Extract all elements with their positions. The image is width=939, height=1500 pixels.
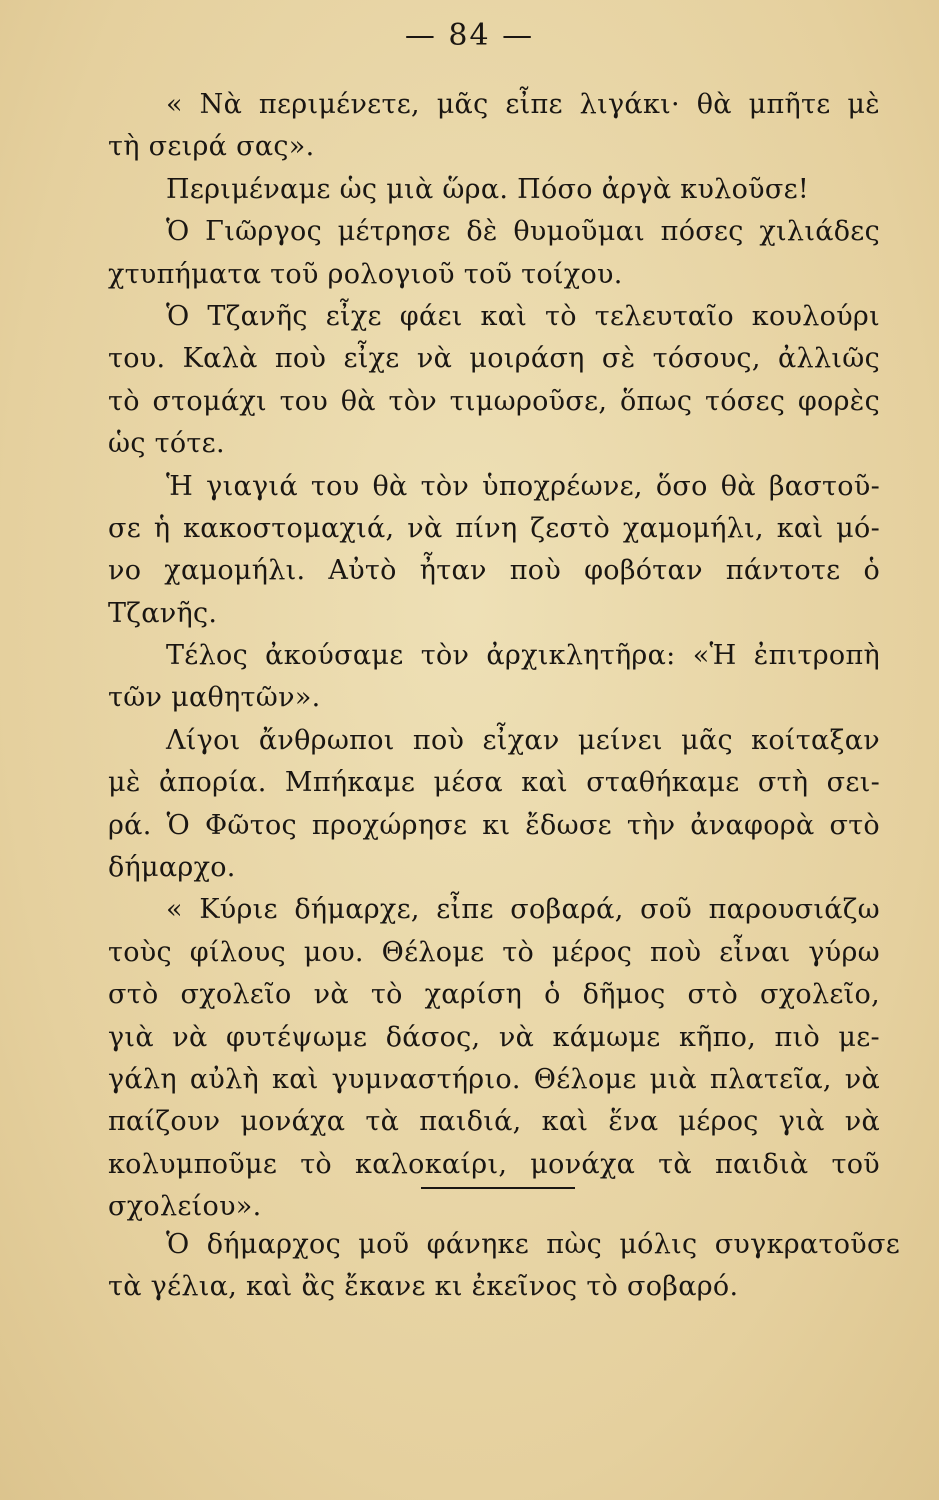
- text-line: Ὁ Γιῶργος μέτρησε δὲ θυμοῦμαι πόσες χιλιάδες: [166, 216, 880, 248]
- text-line: τὸ στομάχι του θὰ τὸν τιμωροῦσε, ὅπως τόσες φορὲς: [108, 385, 880, 417]
- text-line: δήμαρχο.: [108, 852, 236, 884]
- text-line: σε ἡ κακοστομαχιά, νὰ πίνη ζεστὸ χαμομήλι, καὶ μό-: [108, 512, 880, 544]
- text-line: Λίγοι ἄνθρωποι ποὺ εἶχαν μείνει μᾶς κοίταξαν: [166, 724, 880, 756]
- text-line: « Κύριε δήμαρχε, εἶπε σοβαρά, σοῦ παρουσιάζω: [166, 894, 880, 926]
- text-line: στὸ σχολεῖο νὰ τὸ χαρίση ὁ δῆμος στὸ σχολεῖο,: [108, 979, 880, 1011]
- text-line: τοὺς φίλους μου. Θέλομε τὸ μέρος ποὺ εἶναι γύρω: [108, 936, 880, 968]
- text-line: τῶν μαθητῶν».: [108, 682, 321, 714]
- text-line: χτυπήματα τοῦ ρολογιοῦ τοῦ τοίχου.: [108, 258, 623, 290]
- text-line: Ἡ γιαγιά του θὰ τὸν ὑποχρέωνε, ὅσο θὰ βαστοῦ-: [166, 470, 880, 502]
- main-text-block: [108, 84, 880, 1229]
- text-line: Ὁ Τζανῆς εἶχε φάει καὶ τὸ τελευταῖο κουλούρι: [166, 300, 880, 332]
- text-line: γιὰ νὰ φυτέψωμε δάσος, νὰ κάμωμε κῆπο, πιὸ με-: [108, 1021, 880, 1053]
- text-line: γάλη αὐλὴ καὶ γυμναστήριο. Θέλομε μιὰ πλατεῖα, νὰ: [108, 1063, 880, 1095]
- page-number: — 84 —: [404, 18, 535, 53]
- text-line: τὰ γέλια, καὶ ἂς ἔκανε κι ἐκεῖνος τὸ σοβαρό.: [108, 1271, 739, 1303]
- text-line: κολυμποῦμε τὸ καλοκαίρι, μονάχα τὰ παιδιὰ τοῦ: [108, 1148, 880, 1180]
- text-line: ὡς τότε.: [108, 428, 225, 460]
- text-line: τὴ σειρά σας».: [108, 131, 315, 163]
- text-line: Τζανῆς.: [108, 597, 218, 629]
- text-line: σχολείου».: [108, 1191, 262, 1223]
- section-divider: [421, 1187, 575, 1189]
- text-line: ρά. Ὁ Φῶτος προχώρησε κι ἔδωσε τὴν ἀναφορὰ στὸ: [108, 809, 880, 841]
- text-line: μὲ ἀπορία. Μπήκαμε μέσα καὶ σταθήκαμε στὴ σει-: [108, 767, 880, 799]
- text-line: Περιμέναμε ὡς μιὰ ὥρα. Πόσο ἀργὰ κυλοῦσε!: [166, 173, 810, 205]
- closing-text-block: [108, 1224, 900, 1309]
- text-line: του. Καλὰ ποὺ εἶχε νὰ μοιράση σὲ τόσους, ἀλλιῶς: [108, 343, 880, 375]
- text-line: « Νὰ περιμένετε, μᾶς εἶπε λιγάκι· θὰ μπῆτε μὲ: [166, 89, 880, 120]
- text-line: παίζουν μονάχα τὰ παιδιά, καὶ ἕνα μέρος γιὰ νὰ: [108, 1106, 880, 1138]
- text-line: νο χαμομήλι. Αὐτὸ ἦταν ποὺ φοβόταν πάντοτε ὁ: [108, 555, 880, 587]
- text-line: Ὁ δήμαρχος μοῦ φάνηκε πὼς μόλις συγκρατοῦσε: [166, 1229, 900, 1260]
- text-line: Τέλος ἀκούσαμε τὸν ἀρχικλητῆρα: «Ἡ ἐπιτροπὴ: [166, 640, 880, 672]
